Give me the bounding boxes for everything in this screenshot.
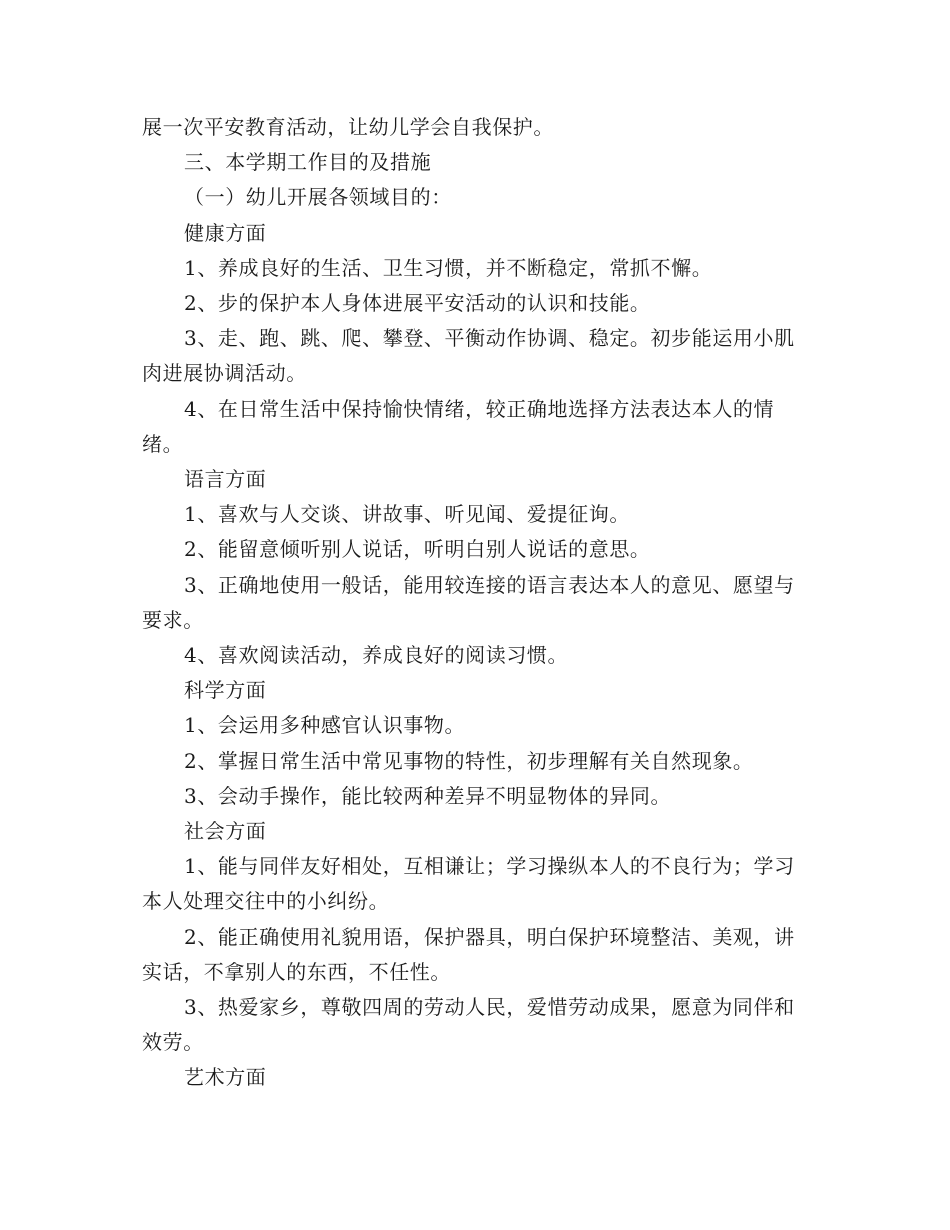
category-heading-science: 科学方面 — [184, 678, 267, 703]
list-item: 1、喜欢与人交谈、讲故事、听见闻、爱提征询。 — [184, 502, 630, 527]
list-item: 2、掌握日常生活中常见事物的特性，初步理解有关自然现象。 — [184, 748, 754, 773]
list-item: 3、走、跑、跳、爬、攀登、平衡动作协调、稳定。初步能运用小肌肉进展协调活动。 — [142, 326, 795, 386]
list-item: 2、能正确使用礼貌用语，保护器具，明白保护环境整洁、美观，讲实话，不拿别人的东西，不任性。 — [142, 924, 795, 984]
subsection-heading: （一）幼儿开展各领域目的： — [184, 185, 452, 210]
category-heading-health: 健康方面 — [184, 220, 267, 245]
list-item: 3、会动手操作，能比较两种差异不明显物体的异同。 — [184, 783, 672, 808]
list-item: 1、能与同伴友好相处，互相谦让；学习操纵本人的不良行为；学习本人处理交往中的小纠纷。 — [142, 854, 795, 914]
list-item: 3、正确地使用一般话，能用较连接的语言表达本人的意见、愿望与要求。 — [142, 572, 795, 632]
category-heading-language: 语言方面 — [184, 467, 267, 492]
paragraph: 展一次平安教育活动，让幼儿学会自我保护。 — [142, 115, 554, 139]
category-heading-society: 社会方面 — [184, 819, 267, 844]
list-item: 2、能留意倾听别人说话，听明白别人说话的意思。 — [184, 537, 651, 562]
list-item: 4、喜欢阅读活动，养成良好的阅读习惯。 — [184, 643, 569, 668]
list-item: 1、养成良好的生活、卫生习惯，并不断稳定，常抓不懈。 — [184, 255, 713, 280]
category-heading-art: 艺术方面 — [184, 1065, 267, 1090]
list-item: 4、在日常生活中保持愉快情绪，较正确地选择方法表达本人的情绪。 — [142, 396, 775, 456]
section-heading: 三、本学期工作目的及措施 — [184, 150, 432, 175]
document-body — [142, 110, 814, 1096]
list-item: 3、热爱家乡，尊敬四周的劳动人民，爱惜劳动成果，愿意为同伴和效劳。 — [142, 995, 795, 1055]
list-item: 1、会运用多种感官认识事物。 — [184, 713, 466, 738]
list-item: 2、步的保护本人身体进展平安活动的认识和技能。 — [184, 291, 651, 316]
